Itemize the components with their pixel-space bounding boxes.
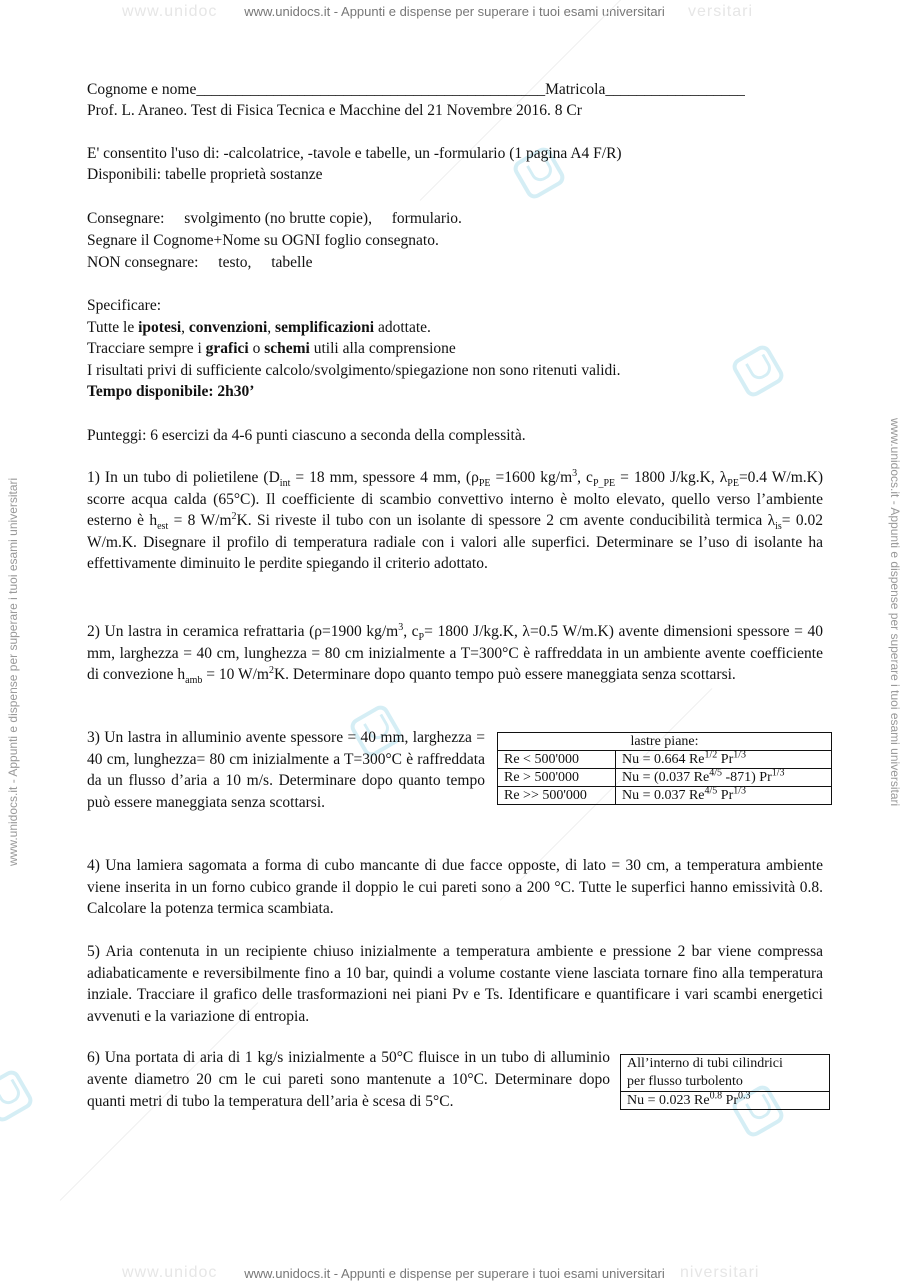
watermark-top: www.unidocs.it - Appunti e dispense per superare i tuoi esami universitari (244, 4, 665, 19)
prof-line: Prof. L. Araneo. Test di Fisica Tecnica e Macchine del 21 Novembre 2016. 8 Cr (87, 102, 582, 119)
pipe-correlation-table (620, 1054, 830, 1110)
time-available-text: Tempo disponibile: 2h30’ (87, 383, 255, 400)
question-3: 3) Un lastra in alluminio avente spessore = 40 mm, larghezza = 40 cm, lunghezza= 80 cm inizialmente a T=300°C è raffreddata da un flusso d’aria a 10 m/s. Determinare dopo quanto tempo può essere maneggiata senza scottarsi. (87, 729, 485, 811)
unidocs-logo-icon (0, 1067, 36, 1124)
specify-text: Tracciare sempre i (87, 340, 206, 357)
watermark-faint-top-right: versitari (688, 3, 754, 20)
specify-text: adottate. (374, 319, 431, 336)
table-header: All’interno di tubi cilindrici per flusso turbolento (621, 1055, 830, 1092)
watermark-side-left: www.unidocs.it - Appunti e dispense per superare i tuoi esami universitari (6, 477, 20, 866)
specify-bold: schemi (264, 340, 310, 357)
specify-bold: grafici (205, 340, 249, 357)
watermark-faint-top-left: www.unidoc (122, 3, 218, 20)
table-row: Re < 500'000 Nu = 0.664 $Re^{1/2}$ $Pr^{1/3}$ (498, 751, 832, 769)
specify-text: utili alla comprensione (309, 340, 456, 357)
table-row: Nu = 0.023 $Re^{0.8}$ $Pr^{0.3}$ (621, 1092, 830, 1110)
table-row: Re >> 500'000 Nu = 0.037 $Re^{4/5}$ $Pr^{1/3}$ (498, 787, 832, 805)
question-2: 2) Un lastra in ceramica refrattaria (ρ=1900 $kg/m^3$, $c_P= 1800$ J/kg.K, λ=0.5 W/m.K) avente dimensioni spessore = 40 mm, larghezza = 40 cm, lunghezza = 80 cm inizialmente a T=300°C è raffreddata in un ambiente avente coefficiente di convezione $h_{amb} = 10$ $W/m^2K$. Determinare dopo quanto tempo può essere maneggiata senza scottarsi. (87, 621, 823, 687)
name-line: Cognome e nome_____________________________________________Matricola__________________ (87, 81, 745, 98)
scores-line: Punteggi: 6 esercizi da 4-6 punti ciascuno a seconda della complessità. (87, 427, 526, 444)
question-5: 5) Aria contenuta in un recipiente chiuso inizialmente a temperatura ambiente e pressione 2 bar viene compressa adiabaticamente e reversibilmente fino a 10 bar, quindi a volume costante viene lasciata tornare fino alla temperatura inziale. Tracciare il grafico delle trasformazioni nei piani Pv e Ts. Identificare e quantificare i vari scambi energetici avvenuti e la variazione di entropia. (87, 943, 823, 1025)
specify-bold: convenzioni (188, 319, 268, 336)
available-line: Disponibili: tabelle proprietà sostanze (87, 166, 323, 183)
specify-line-1 (87, 317, 431, 339)
specify-line-2 (87, 338, 456, 360)
question-6: 6) Una portata di aria di 1 kg/s inizialmente a 50°C fluisce in un tubo di alluminio avente diametro 20 cm le cui pareti sono mantenute a 10°C. Determinare dopo quanti metri di tubo la temperatura dell’aria è scesa di 5°C. (87, 1049, 610, 1110)
specify-text: , (181, 319, 189, 336)
table-header: lastre piane: (498, 733, 832, 751)
watermark-faint-bottom-left: www.unidoc (122, 1264, 218, 1281)
question-4: 4) Una lamiera sagomata a forma di cubo mancante di due facce opposte, di lato = 30 cm, a temperatura ambiente viene inserita in un forno cubico grande il doppio le cui pareti sono a 200 °C. Tutte le superfici hanno emissività 0.8. Calcolare la potenza termica scambiata. (87, 857, 823, 917)
watermark-faint-bottom-right: niversitari (680, 1264, 760, 1281)
question-1: 1) In un tubo di polietilene ($D_{int} = 18$ mm, spessore 4 mm, ($\rho_{PE} =1600$ $kg/m^3$, $c_{P\_PE} = 1800$ J/kg.K, $\lambda_{PE}=0.4$ W/m.K) scorre acqua calda (65°C). Il coefficiente di scambio convettivo interno è molto elevato, quello verso l’ambiente esterno è $h_{est} = 8$ $W/m^2K$. Si riveste il tubo con un isolante di spessore 2 cm avente conducibilità termica $\lambda_{is}= 0.02$ W/m.K. Disegnare il profilo di temperatura radiale con i valori alle superfici. Determinare se l’uso di isolante ha effettivamente diminuito le perdite spiegando il criterio adottato. (87, 467, 824, 572)
specify-bold: semplificazioni (275, 319, 375, 336)
watermark-bottom: www.unidocs.it - Appunti e dispense per superare i tuoi esami universitari (244, 1266, 665, 1281)
specify-line-3: I risultati privi di sufficiente calcolo/svolgimento/spiegazione non sono ritenuti validi. (87, 362, 621, 379)
specify-title: Specificare: (87, 297, 162, 314)
table-row: Re > 500'000 Nu = (0.037 $Re^{4/5}$ -871) $Pr^{1/3}$ (498, 769, 832, 787)
deliver-line: Consegnare: svolgimento (no brutte copie), formulario. (87, 210, 431, 227)
sign-line: Segnare il Cognome+Nome su OGNI foglio consegnato. (87, 232, 439, 249)
specify-text: Tutte le (87, 319, 139, 336)
specify-text: , (267, 319, 276, 336)
not-deliver-line: NON consegnare: testo, tabelle (87, 254, 281, 271)
time-available (87, 381, 254, 403)
flat-plate-correlation-table (497, 732, 832, 805)
unidocs-logo-icon (729, 342, 786, 399)
watermark-side-right: www.unidocs.it - Appunti e dispense per superare i tuoi esami universitari (888, 418, 902, 807)
specify-text: o (248, 340, 265, 357)
allowed-line: E' consentito l'uso di: -calcolatrice, -tavole e tabelle, un -formulario (1 pagina A4 F/R) (87, 145, 622, 162)
specify-bold: ipotesi (138, 319, 182, 336)
